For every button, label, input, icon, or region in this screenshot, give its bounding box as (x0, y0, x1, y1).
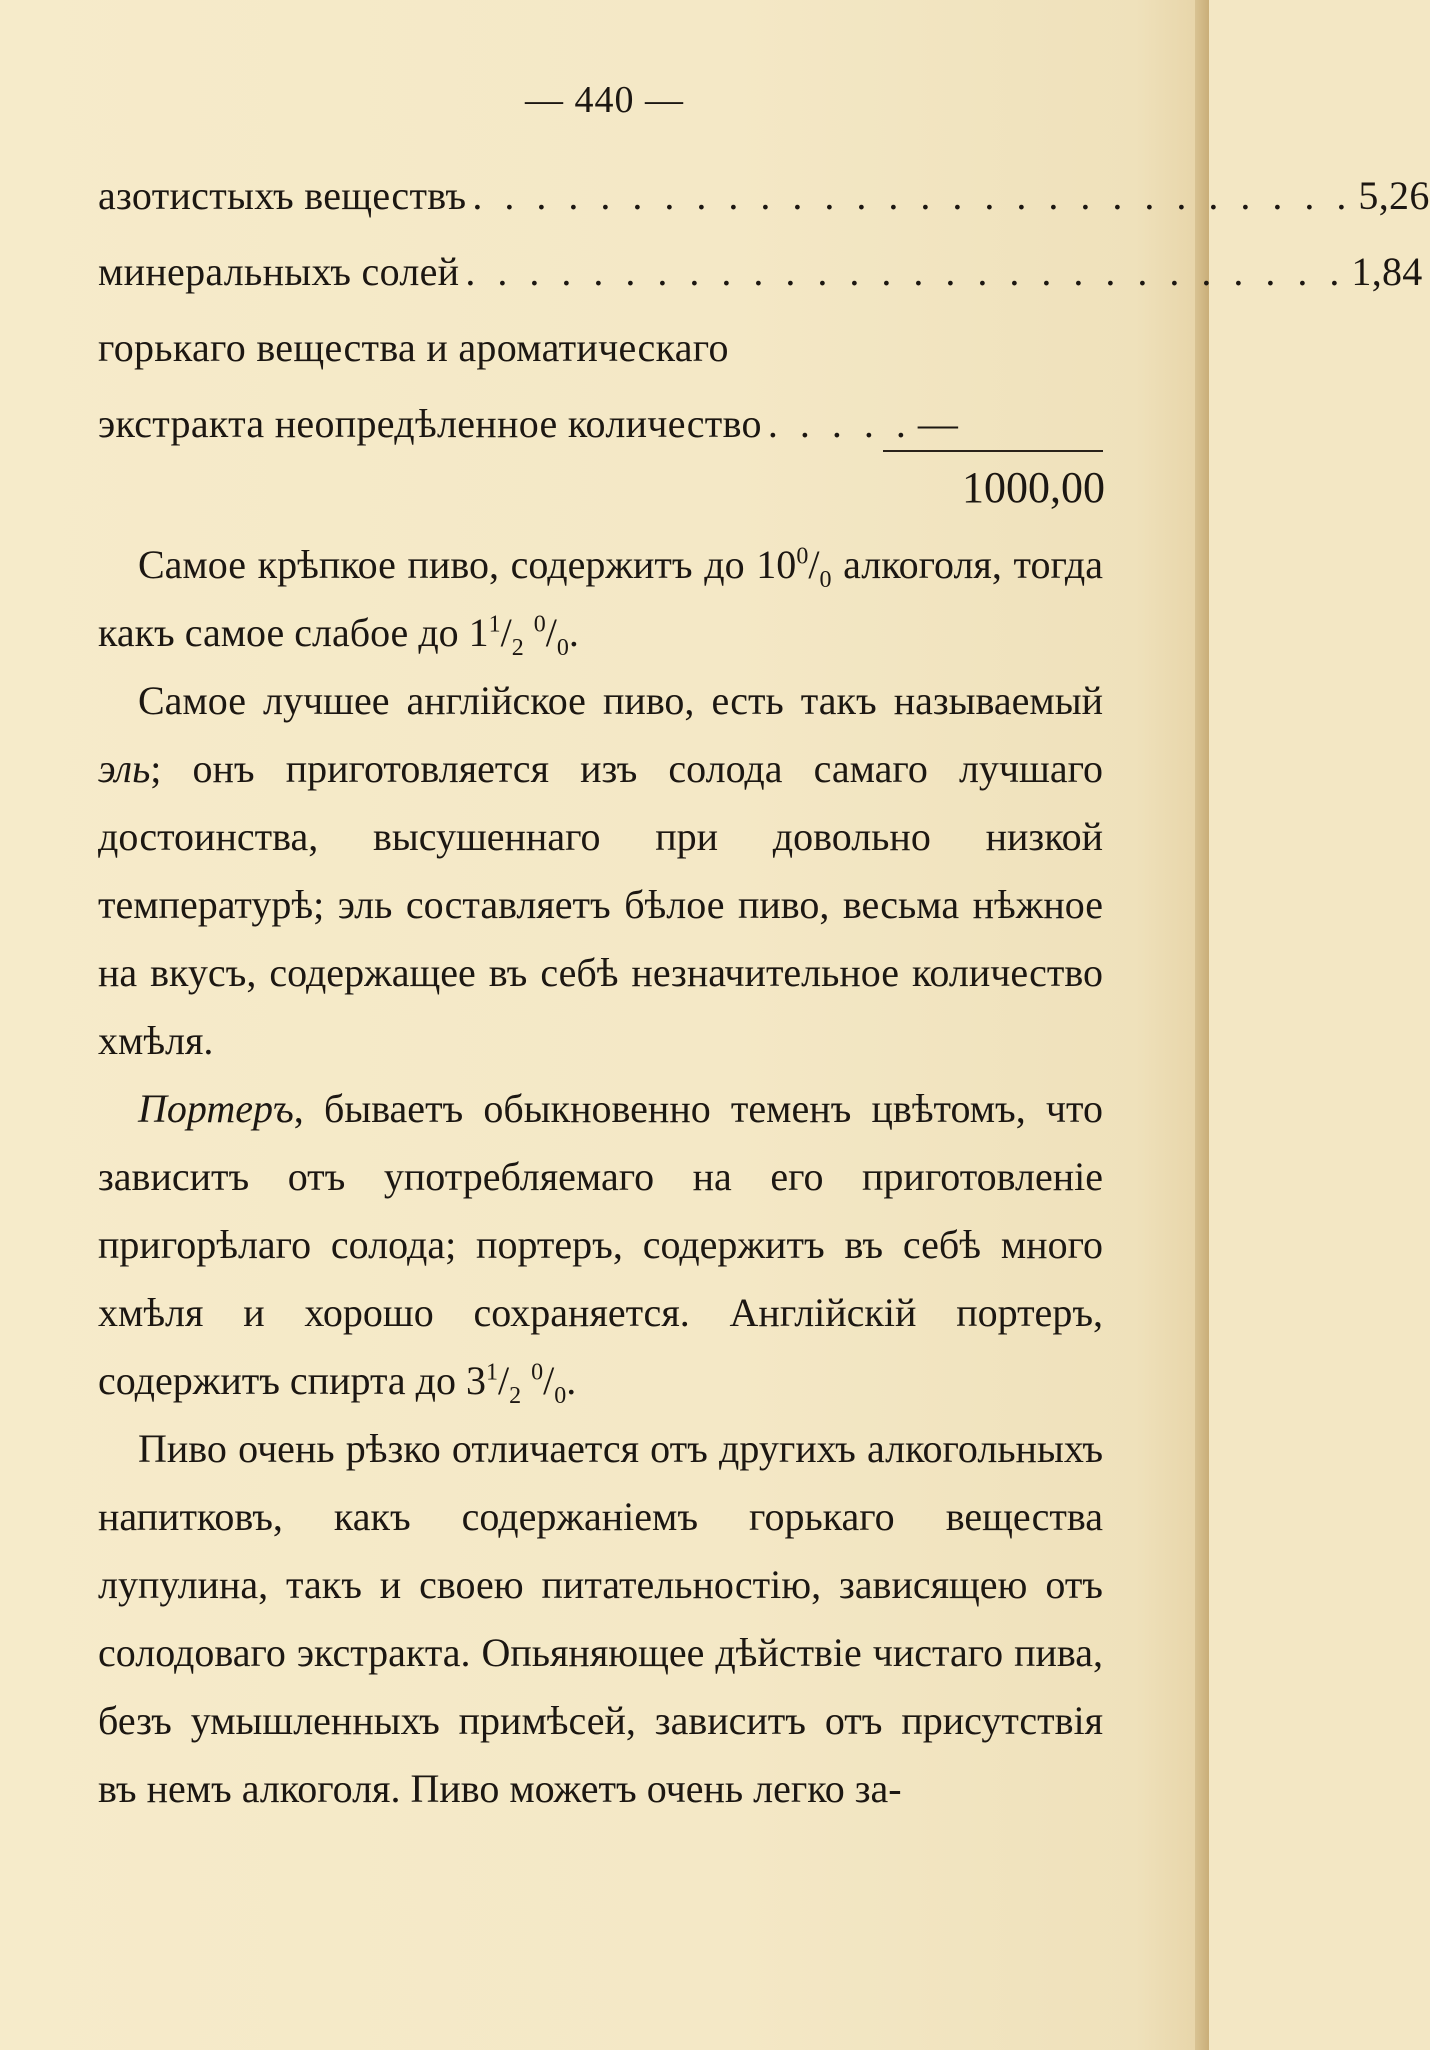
dot-leader: . . . . . . . . . . . . . . . . . . . . . . . . . . . . (472, 173, 1353, 218)
page-number: — 440 — (525, 79, 684, 121)
sum-rule (883, 450, 1103, 452)
composition-row (98, 248, 1423, 324)
body-text (98, 531, 1103, 1823)
italic-term: эль (98, 746, 151, 791)
row-value: 1,84 (1351, 249, 1423, 294)
composition-table (98, 172, 1430, 476)
paragraph: Пиво очень рѣзко отличается отъ другихъ алкогольныхъ напитковъ, какъ содержаніемъ горькаго вещества лупулина, такъ и своею питательностію, зависящею отъ солодоваго экстракта. Опьяняющее дѣйствіе чистаго пива, безъ умышленныхъ примѣсей, зависитъ отъ присутствія въ немъ алкоголя. Пиво можетъ очень легко за- (98, 1426, 1103, 1811)
row-value: 5,26 (1358, 173, 1430, 218)
composition-row (98, 400, 1103, 476)
row-label: азотистыхъ веществъ (98, 173, 467, 218)
row-value: — (917, 401, 959, 446)
italic-term: Портеръ (138, 1086, 294, 1131)
row-label: горькаго вещества и ароматическаго (98, 325, 729, 370)
row-label: экстракта неопредѣленное количество (98, 401, 762, 446)
composition-total: 1000,00 (962, 463, 1105, 512)
paragraph: Самое крѣпкое пиво, содержитъ до $10^0/_0$ алкоголя, тогда какъ самое слабое до $1^1/_2$ $^0/_0$. (98, 542, 1103, 661)
row-label: минеральныхъ солей (98, 249, 460, 294)
page-gutter-shadow (1195, 0, 1209, 2050)
paragraph: Самое лучшее англійское пиво, есть такъ называемый эль; онъ приготовляется изъ солода самаго лучшаго достоинства, высушеннаго при довольно низкой температурѣ; эль составляетъ бѣлое пиво, весьма нѣжное на вкусъ, содержащее въ себѣ незначительное количество хмѣля. (98, 678, 1103, 1063)
composition-row (98, 324, 1103, 400)
dot-leader: . . . . . . . . . . . . . . . . . . . . . . . . . . . . (465, 249, 1346, 294)
paragraph: Портеръ, бываетъ обыкновенно теменъ цвѣтомъ, что зависитъ отъ употребляемаго на его приготовленіе пригорѣлаго солода; портеръ, содержитъ въ себѣ много хмѣля и хорошо сохраняется. Англійскій портеръ, содержитъ спирта до $3^1/_2$ $^0/_0$. (98, 1086, 1103, 1409)
dot-leader: . . . . . (767, 401, 912, 446)
composition-row (98, 172, 1430, 248)
